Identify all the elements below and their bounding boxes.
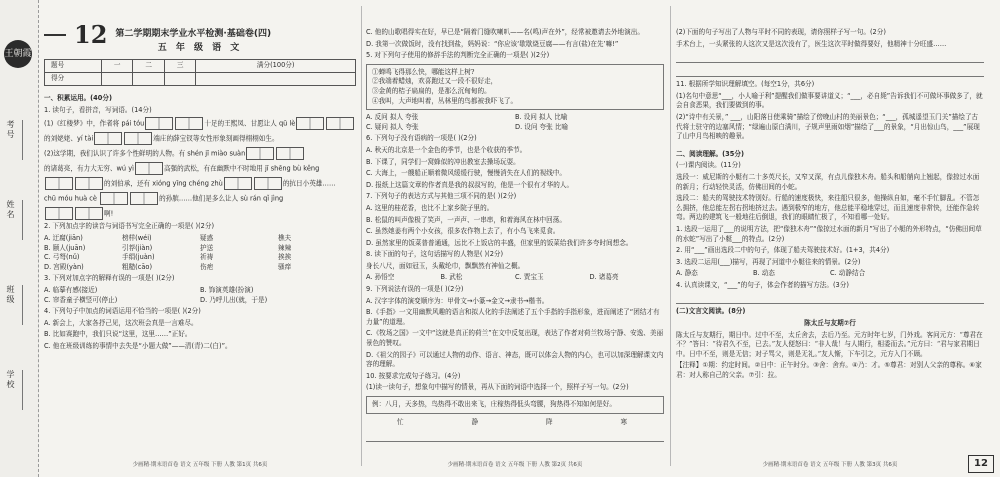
score-col-header: 题号 [45, 60, 102, 73]
q1-text: 的抗日小英雄…… [282, 179, 336, 188]
option: 骚痒 [278, 262, 292, 271]
question-1: 1. 读句子，看拼音，写词语。(14分) [44, 105, 152, 114]
classical-passage: 陈太丘与友期行，期日中。过中不至，太丘舍去，去后乃至。元方时年七岁，门外戏。客问元方：“尊君在不？”答曰：“待君久不至，已去。”友人便怒曰：“非人哉！与人期行，相委而去。”元方曰：“君与家君期日中。日中不至，则是无信；对子骂父，则是无礼。”友人惭，下车引之，元方入门不顾。 [676, 330, 983, 358]
question-3: 3. 下列对加点字的解释有误的一项是( )(2分) [44, 274, 175, 283]
answer-line[interactable] [676, 66, 984, 77]
option: 榜样(wéi) [122, 233, 152, 242]
option[interactable]: B. 下课了，同学们一窝蜂似的冲出教室去操场玩耍。 [366, 157, 520, 166]
q1-line [44, 192, 356, 205]
option[interactable]: A. 汉字字体的演变顺序为：甲骨文→小篆→金文→隶书→楷书。 [366, 296, 549, 305]
q1-text: 端庄的薛宝钗等女性形象刻画得栩栩如生。 [153, 134, 279, 143]
score-row-label: 得分 [45, 73, 102, 86]
answer-grid[interactable] [246, 147, 274, 160]
reading-2-heading: (二)文言文阅读。(8分) [676, 307, 746, 316]
option[interactable]: B. 颐人(juān) [44, 243, 86, 252]
page-footer: 少画精·期末语首卷 语文 五年级 下册 人教 第3页 共6页 [762, 462, 898, 469]
option[interactable]: B. 动态 [753, 269, 775, 278]
answer-grid[interactable] [135, 162, 163, 175]
field-name: 姓名 [6, 200, 15, 220]
answer-grid[interactable] [124, 132, 152, 145]
q10-example: 例：八月，天多热，鸟热得不敢出来飞，庄稼热得低头弯腰，狗热得不知如何是好。 [366, 396, 664, 414]
option[interactable]: D. 我第一次做饭时，没有找到盐，妈妈说：“你应该‘歇歇烧豆腐——有言(盐)在先’嘛!” [366, 39, 619, 48]
option[interactable]: C. 帘香童子横竖可(停止) [44, 295, 118, 304]
word-choice[interactable]: 寒 [620, 417, 634, 426]
q11-part-2: (2)“诗中有关景，” ___，山阳落日使乘骑”描绘了傍晚山村的美丽景色；“___，孤城遥望玉门关”描绘了古代将士驻守的边塞风情；“绿遍山原白满川，子规声里雨如烟”描绘了___的景象，“月出惊山鸟，___”展现了山中月鸟相映的趣景。 [676, 112, 980, 141]
question-7: 7. 下列句子的表达方式与其他三项不同的是( )(2分) [366, 192, 517, 201]
option: 粗糙(cāo) [122, 262, 153, 271]
q1-line [44, 162, 356, 175]
brand-logo: 王朝霞 [4, 40, 32, 68]
column-divider [670, 6, 671, 466]
score-table [44, 59, 356, 86]
answer-grid[interactable] [296, 117, 324, 130]
sentence: ③金黄的桔子扁扁的，是那么沉甸甸的。 [372, 86, 491, 95]
q1-text: 高强的武松，有在幽默中不时地用 jī shēng bù kěng [163, 164, 320, 173]
score-cell[interactable] [133, 73, 164, 86]
reading-q3: 3. 选段二运用(___)描写，再现了河道中小艇往来的情景。(2分) [676, 257, 861, 266]
option: 护送 [200, 243, 214, 252]
score-col-header: 一 [102, 60, 133, 73]
q1-text: 的刘姥姥、yí tài [44, 134, 94, 143]
answer-grid[interactable] [276, 147, 304, 160]
q1-line [44, 147, 356, 160]
score-cell[interactable] [164, 73, 195, 86]
paper-title: 第二学期期末学业水平检测·基础卷(四) [115, 29, 272, 39]
option[interactable]: C. 大海上，一艘船正顺着微风缓缓行驶，慢慢消失在人们的视线中。 [366, 169, 567, 178]
q8-quote: 身长八尺，面如冠玉，头戴纶巾，飘飘然有神仙之概。 [366, 261, 525, 270]
q1-line [44, 117, 356, 130]
answer-grid[interactable] [145, 117, 173, 130]
option: 辣辣 [278, 243, 292, 252]
q1-text: 十足的王熙凤、甘愿让人 qū lè [204, 119, 296, 128]
score-col-header: 满分(100分) [196, 60, 356, 73]
option[interactable]: C. 弓弩(nǔ) [44, 253, 80, 262]
option[interactable]: D. 乃呼儿出(就，于是) [200, 295, 268, 304]
option[interactable]: A. 这里的桂花香，也比不上家乡院子里的。 [366, 203, 494, 212]
option[interactable]: D. 宫殿(yàn) [44, 262, 84, 271]
option[interactable]: A. 新会上，大家各抒己见，这次班会真是一言难尽。 [44, 318, 198, 327]
field-line [22, 200, 23, 240]
answer-line[interactable] [676, 293, 984, 304]
option: 樵夫 [278, 233, 292, 242]
q5-sentences [366, 64, 664, 110]
question-10a: (1)读一读句子，想象句中描写的情景，再从下面的词语中选择一个，照样子写一句。(2分) [366, 383, 629, 392]
option[interactable]: A. 孙悟空 [366, 273, 395, 282]
option[interactable]: B. 饰演英雄(扮演) [200, 285, 254, 294]
option[interactable]: A. 秋天的北京是一个金色的季节，也是个收获的季节。 [366, 145, 527, 154]
title-rule [44, 34, 66, 36]
option: 疑惑 [200, 233, 214, 242]
option[interactable]: C. 贾宝玉 [515, 273, 544, 282]
passage-title: 陈太丘与友期⑦行 [804, 319, 856, 328]
score-cell[interactable] [102, 73, 133, 86]
reading-q1: 1. 选段一运用了___的说明方法，把“像独木舟”“像掠过水面的新月”写出了小艇的外形特点，“仿佛田间草的水蛇”写出了小艇___的特点。(2分) [676, 224, 982, 243]
q1-line [44, 207, 356, 220]
option[interactable]: A. 临摹有感(接近) [44, 285, 98, 294]
q3-options [44, 286, 356, 305]
question-6: 6. 下列句子没有语病的一项是( )(2分) [366, 134, 477, 143]
answer-grid[interactable] [130, 192, 158, 205]
option: 伤疤 [200, 262, 214, 271]
field-school: 学校 [6, 370, 15, 390]
question-11: 11. 根据所学知识理解填空。(每空1分，共6分) [676, 80, 815, 89]
reading-q2: 2. 用“___”画出选段二中的句子，体现了船夫驾驶技术好。(1+3，共4分) [676, 246, 890, 255]
answer-grid[interactable] [75, 177, 103, 190]
word-choice[interactable]: 降 [545, 417, 559, 426]
question-8: 8. 读下面的句子，这句话描写的人物是( )(2分) [366, 250, 504, 259]
option[interactable]: B. 设问 拟人 比喻 [515, 113, 568, 122]
answer-grid[interactable] [100, 192, 128, 205]
question-9: 9. 下列说法有误的一项是( )(2分) [366, 285, 464, 294]
page-badge: 12 [968, 455, 994, 473]
page-footer: 少画精·期末语首卷 语文 五年级 下册 人教 第1页 共6页 [132, 462, 268, 469]
option[interactable]: C. 虽然她姜有两个小女孩，很多农作物上去了，有小鸟飞来觅食。 [366, 227, 560, 236]
reading-q3-options [676, 269, 984, 279]
reading-1-heading: (一)课内阅读。(11分) [676, 161, 741, 170]
answer-grid[interactable] [175, 117, 203, 130]
answer-grid[interactable] [326, 117, 354, 130]
option[interactable]: B. 比如赛跑中，我们只说“这里，这里……”正好。 [44, 330, 192, 339]
paper-number: 12 [74, 20, 108, 49]
option: 祈祷 [200, 253, 214, 262]
score-col-header: 二 [133, 60, 164, 73]
passage-notes: 【注释】①期：约定时间。②日中：正午时分。③舍：舍弃。④乃：才。⑤尊君：对别人父亲的尊称。⑥家君：对人称自己的父亲。⑦引：拉。 [676, 361, 982, 380]
field-line [22, 370, 23, 410]
question-10b: (2)下面的句子写出了人物与平时不同的表现，请你照样子写一句。(2分) [676, 28, 886, 36]
option[interactable]: C. 他的山歌唱得实在好，早已是“隔着门缝吹喇叭——名(鸣)声在外”，经常被邀请去外地演出。 [366, 28, 644, 36]
q1-text: 的孙膑……他们是多么让人 sù rán qǐ jìng [159, 194, 284, 203]
option: 引荐(jiàn) [122, 243, 153, 252]
answer-grid[interactable] [75, 207, 103, 220]
q1-text: 的诸葛亮，有力大无穷、wú yì [44, 164, 134, 173]
sentence: ①蝉鸣飞得那么快，哪能这样上树? [372, 67, 475, 76]
sentence: ④我叫，大声地叫着，丛林里的鸟都被我吓飞了。 [372, 96, 518, 105]
option[interactable]: D. 虽然家里的饭菜普普通通，远比不上饭店的丰盛，但家里的饭菜给我们许多夸时间想念。 [366, 238, 633, 247]
q1-line [44, 132, 356, 145]
option[interactable]: D. 报纸上这篇文章的作者真是我的叔叔写的，他是一个很有才华的人。 [366, 180, 574, 189]
q10b-example: 手术台上，一头紧张的人这次又是这次没有了，医生这次平时做得要好，他精神十分旺盛…… [676, 39, 947, 48]
question-4: 4. 下列句子中加点的词语运用不恰当的一项是( )(2分) [44, 307, 201, 316]
q10-word-bank [366, 418, 664, 428]
question-10: 10. 按要求完成句子练习。(4分) [366, 371, 461, 380]
q2-options [44, 234, 356, 272]
field-line [22, 285, 23, 325]
q8-options [366, 273, 664, 283]
q1-text: (2)这学期，我们认识了许多个性鲜明的人物。有 shén jī miào suàn [44, 149, 246, 158]
reading-q4: 4. 认真读课文，“___”的句子，体会作者的描写方法。(3分) [676, 280, 849, 289]
score-col-header: 三 [164, 60, 195, 73]
score-header-row [45, 60, 356, 73]
paper-subtitle: 五 年 级 语 文 [157, 42, 243, 53]
q1-text: chū móu huà cè [44, 194, 97, 203]
answer-grid[interactable] [45, 177, 73, 190]
page-3 [676, 0, 984, 477]
option[interactable]: C. 动静结合 [830, 269, 866, 278]
field-class: 班级 [6, 285, 15, 305]
option[interactable]: A. 迂腐(jiān) [44, 233, 83, 242]
q5-options [366, 113, 664, 132]
field-line [22, 120, 23, 160]
answer-grid[interactable] [224, 177, 252, 190]
option: 挨挨 [278, 253, 292, 262]
option[interactable]: A. 静态 [676, 269, 698, 278]
word-choice[interactable]: 静 [471, 417, 485, 426]
q11-part-1: (1)名句中意思“___，小人喻于利”提醒我们做事要讲道义；“___，必自毙”告诉我们不可做坏事做多了，就会自食恶果，我们要做到的事。 [676, 91, 983, 110]
selection-2: 选段二：船夫的驾驶技术特别好。行船的速度极快，来往船只很多，他操纵自如，毫不手忙脚乱。不管怎么拥挤，他总能左拐右拐地挤过去。遇到极窄的地方，他总能平稳地穿过，而且速度非常快，还能作急转弯。两边的建筑飞一般地往后倒退，我们的眼睛忙极了，不知看哪一处好。 [676, 194, 980, 222]
option[interactable]: A. 反问 拟人 夸张 [366, 113, 419, 122]
option[interactable]: B. 松鼠的叫声像极了笑声，一声声、一串串，和着海风在林中回荡。 [366, 215, 566, 224]
question-5: 5. 对下列句子使用的修辞手法的判断完全正确的一项是( )(2分) [366, 51, 550, 60]
option[interactable]: B.《手指》一文用幽默风趣的语言和拟人化的手法阐述了五个手指的手指形象，进而阐述了“团结才有力量”的道理。 [366, 308, 660, 326]
question-2: 2. 下列加点字的读音与词语书写完全正确的一项是( )(2分) [44, 222, 215, 231]
section-heading: 一、积累运用。(40分) [44, 94, 112, 103]
selection-1: 选段一：威尼斯的小艇有二十多英尺长，又窄又深，有点儿像独木舟。船头和船艄向上翘起，像掠过水面的新月；行动轻快灵活，仿佛田间的小蛇。 [676, 172, 980, 191]
answer-line[interactable] [676, 52, 984, 63]
page-1 [44, 0, 356, 477]
option[interactable]: D. 设问 夸张 比喻 [515, 122, 569, 131]
option[interactable]: D.《祖父的园子》可以通过人物的动作、语言、神态，既可以体会人物的内心，也可以加深理解课文内容的理解。 [366, 350, 664, 369]
option[interactable]: B. 武松 [440, 273, 463, 282]
page-footer: 少画精·期末语首卷 语文 五年级 下册 人教 第2页 共6页 [447, 462, 583, 469]
column-divider [361, 6, 362, 466]
q1-text: 啊! [104, 209, 114, 218]
answer-grid[interactable] [45, 207, 73, 220]
binding-strip [0, 0, 39, 477]
option: 手绢(juàn) [122, 253, 155, 262]
sentence: ②我端着蜡烛，欢喜跑过又一段不很好走， [372, 77, 498, 86]
score-row [45, 73, 356, 86]
option[interactable]: C. 疑问 拟人 夸张 [366, 122, 419, 131]
option[interactable]: C.《牧场之国》一文中“这就是真正的荷兰”在文中反复出现，表达了作者对荷兰牧场宁静、安逸、美丽景色的赞叹。 [366, 329, 664, 348]
option[interactable]: D. 诸葛亮 [589, 273, 619, 282]
q1-line [44, 177, 356, 190]
answer-line[interactable] [366, 431, 664, 442]
section-heading: 二、阅读理解。(35分) [676, 149, 744, 158]
q1-text: (1)《红楼梦》中，作者将 pái tóu [44, 119, 145, 128]
answer-grid[interactable] [94, 132, 122, 145]
answer-grid[interactable] [254, 177, 282, 190]
score-cell[interactable] [196, 73, 356, 86]
option[interactable]: C. 他在班级训练的事情中去失是“小题大做”——清(青)二(白)”。 [44, 341, 232, 350]
page-2 [366, 0, 664, 477]
field-exam-number: 考号 [6, 120, 15, 140]
word-choice[interactable]: 忙 [396, 417, 410, 426]
q1-text: 的刘伯承，还有 xióng yīng chéng zhù [104, 179, 223, 188]
